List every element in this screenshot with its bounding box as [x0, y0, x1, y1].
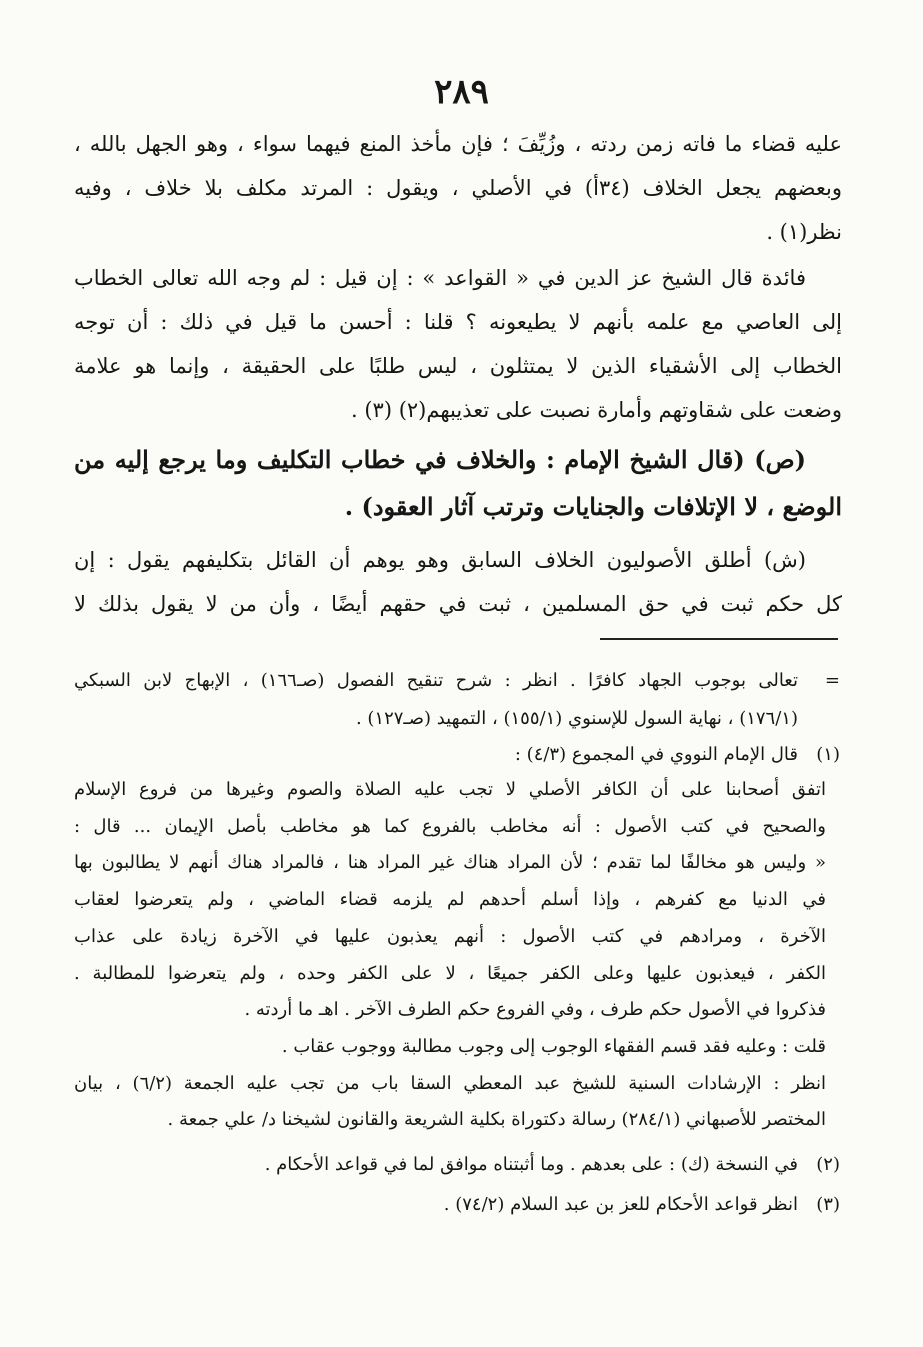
text-line: وبعضهم يجعل الخلاف (٣٤أ) في الأصلي ، ويقول : المرتد مكلف بلا خلاف ، وفيه	[74, 176, 842, 200]
paragraph-matn	[74, 436, 842, 530]
page-number: ٢٨٩	[434, 72, 489, 112]
continuation-marker: =	[824, 670, 840, 691]
footnote-line: الكفر ، فيعذبون عليها وعلى الكفر جميعًا ، لا على الكفر وحده ، ولم يتعرضوا للمطالبة .	[74, 962, 826, 984]
footnote-line: والصحيح في كتب الأصول : أنه مخاطب بالفروع كما هو مخاطب بأصل الإيمان ... قال :	[74, 815, 826, 837]
text-line: الوضع ، لا الإتلافات والجنايات وترتب آثار العقود) .	[344, 492, 842, 521]
footnote-2-text: في النسخة (ك) : على بعدهم . وما أثبتناه موافق لما في قواعد الأحكام .	[264, 1154, 798, 1175]
text-line: إلى العاصي مع علمه بأنهم لا يطيعونه ؟ قلنا : أحسن ما قيل في ذلك : أن توجه	[74, 310, 842, 334]
paragraph-faida	[74, 256, 842, 432]
footnote-line: (١٧٦/١) ، نهاية السول للإسنوي (١٥٥/١) ، التمهيد (صـ١٢٧) .	[355, 708, 798, 729]
footnote-line: الآخرة ، ومرادهم في كتب الأصول : أنهم يعذبون عليها في الآخرة زيادة على عذاب	[74, 925, 826, 947]
footnote-marker: (١)	[816, 744, 840, 765]
footnote-line: انظر : الإرشادات السنية للشيخ عبد المعطي السقا باب من تجب عليه الجمعة (٦/٢) ، بيان	[74, 1072, 826, 1094]
footnote-line: في الدنيا مع كفرهم ، وإذا أسلم أحدهم لم يلزمه قضاء الماضي ، ولم يتعرضوا لعقاب	[74, 889, 826, 911]
footnote-separator	[600, 638, 838, 640]
text-line: عليه قضاء ما فاته زمن ردته ، وزُيِّفَ ؛ فإن مأخذ المنع فيهما سواء ، وهو الجهل بالله ،	[74, 132, 842, 156]
footnote-marker: (٢)	[816, 1154, 840, 1175]
footnote-1-intro: قال الإمام النووي في المجموع (٤/٣) :	[514, 744, 798, 765]
text-line: فائدة قال الشيخ عز الدين في « القواعد » : إن قيل : لم وجه الله تعالى الخطاب	[74, 266, 806, 290]
text-line: نظر(١) .	[766, 220, 842, 244]
footnote-line: المختصر للأصبهاني (٢٨٤/١) رسالة دكتوراة بكلية الشريعة والقانون لشيخنا د/ علي جمعة .	[167, 1109, 826, 1131]
footnote-line: اتفق أصحابنا على أن الكافر الأصلي لا تجب عليه الصلاة والصوم وغيرها من فروع الإسلام	[74, 779, 826, 800]
footnote-line: فذكروا في الأصول حكم طرف ، وفي الفروع حكم الطرف الآخر . اهـ ما أردته .	[244, 999, 826, 1021]
text-line: كل حكم ثبت في حق المسلمين ، ثبت في حقهم أيضًا ، وأن من لا يقول بذلك لا	[74, 592, 842, 616]
paragraph-continuation	[74, 122, 842, 254]
text-line: الخطاب إلى الأشقياء الذين لا يمتثلون ، ليس طلبًا على الحقيقة ، وإنما هو علامة	[74, 354, 842, 378]
text-line: وضعت على شقاوتهم وأمارة نصبت على تعذيبهم(٢) (٣) .	[351, 398, 842, 422]
footnote-line: تعالى بوجوب الجهاد كافرًا . انظر : شرح تنقيح الفصول (صـ١٦٦) ، الإبهاج لابن السبكي	[74, 670, 798, 691]
footnote-line: قلت : وعليه فقد قسم الفقهاء الوجوب إلى وجوب مطالبة ووجوب عقاب .	[281, 1035, 826, 1057]
text-line: (ش) أطلق الأصوليون الخلاف السابق وهو يوهم أن القائل بتكليفهم يقول : إن	[74, 548, 806, 572]
paragraph-sharh	[74, 538, 842, 626]
footnote-line: « وليس هو مخالفًا لما تقدم ؛ لأن المراد هناك غير المراد هنا ، فالمراد هناك أنهم لا يطالبون بها	[74, 852, 826, 874]
footnote-marker: (٣)	[816, 1194, 840, 1215]
footnote-1-quote	[74, 772, 826, 1139]
footnote-3-text: انظر قواعد الأحكام للعز بن عبد السلام (٧٤/٢) .	[443, 1194, 798, 1215]
text-line: (ص) (قال الشيخ الإمام : والخلاف في خطاب التكليف وما يرجع إليه من	[74, 445, 806, 474]
